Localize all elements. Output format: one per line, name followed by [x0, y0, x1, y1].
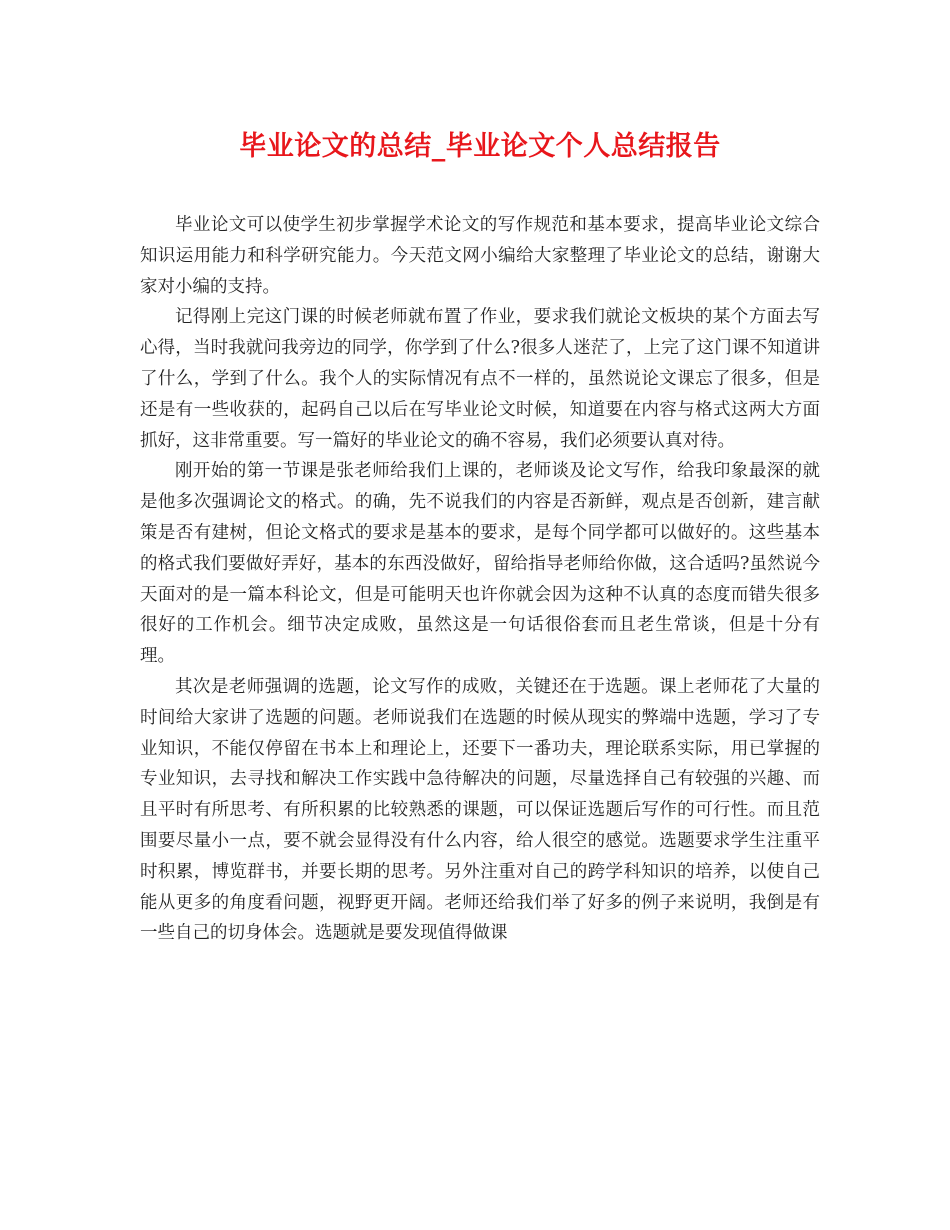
document-page [140, 122, 820, 949]
paragraph-3: 刚开始的第一节课是张老师给我们上课的，老师谈及论文写作，给我印象最深的就是他多次强调论文的格式。的确，先不说我们的内容是否新鲜，观点是否创新，建言献策是否有建树，但论文格式的要求是基本的要求，是每个同学都可以做好的。这些基本的格式我们要做好弄好，基本的东西没做好，留给指导老师给你做，这合适吗?虽然说今天面对的是一篇本科论文，但是可能明天也许你就会因为这种不认真的态度而错失很多很好的工作机会。细节决定成败，虽然这是一句话很俗套而且老生常谈，但是十分有理。 [140, 461, 820, 667]
paragraph-4: 其次是老师强调的选题，论文写作的成败，关键还在于选题。课上老师花了大量的时间给大家讲了选题的问题。老师说我们在选题的时候从现实的弊端中选题，学习了专业知识，不能仅停留在书本上和理论上，还要下一番功夫，理论联系实际，用已掌握的专业知识，去寻找和解决工作实践中急待解决的问题，尽量选择自己有较强的兴趣、而且平时有所思考、有所积累的比较熟悉的课题，可以保证选题后写作的可行性。而且范围要尽量小一点，要不就会显得没有什么内容，给人很空的感觉。选题要求学生注重平时积累，博览群书，并要长期的思考。另外注重对自己的跨学科知识的培养，以使自己能从更多的角度看问题，视野更开阔。老师还给我们举了好多的例子来说明，我倒是有一些自己的切身体会。选题就是要发现值得做课 [140, 676, 820, 944]
paragraph-2: 记得刚上完这门课的时候老师就布置了作业，要求我们就论文板块的某个方面去写心得，当时我就问我旁边的同学，你学到了什么?很多人迷茫了，上完了这门课不知道讲了什么，学到了什么。我个人的实际情况有点不一样的，虽然说论文课忘了很多，但是还是有一些收获的，起码自己以后在写毕业论文时候，知道要在内容与格式这两大方面抓好，这非常重要。写一篇好的毕业论文的确不容易，我们必须要认真对待。 [140, 307, 820, 451]
document-title: 毕业论文的总结_毕业论文个人总结报告 [239, 131, 721, 162]
paragraph-1: 毕业论文可以使学生初步掌握学术论文的写作规范和基本要求，提高毕业论文综合知识运用能力和科学研究能力。今天范文网小编给大家整理了毕业论文的总结，谢谢大家对小编的支持。 [140, 215, 820, 297]
